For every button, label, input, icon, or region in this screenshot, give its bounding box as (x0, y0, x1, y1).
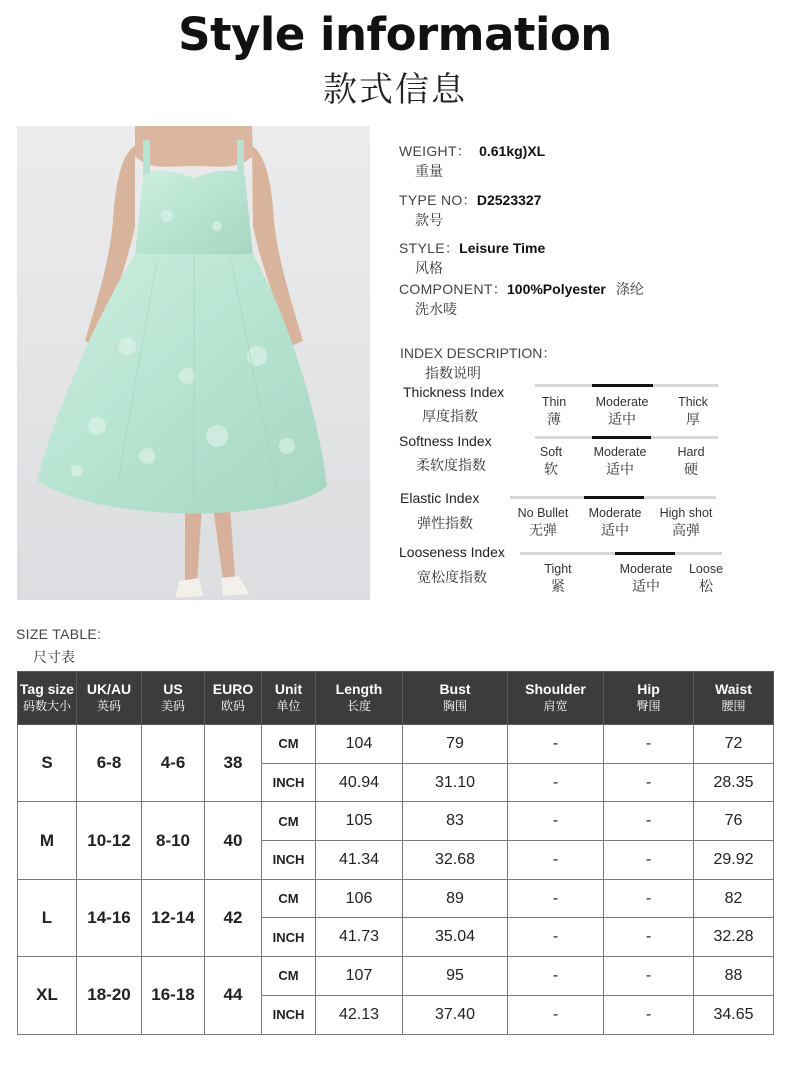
index-heading: INDEX DESCRIPTION： (400, 345, 557, 361)
hip-cell: - (604, 802, 694, 841)
length-cell: 41.34 (316, 841, 403, 880)
style-value: Leisure Time (459, 240, 546, 256)
uk-size-cell: 14-16 (77, 879, 142, 956)
unit-cell: CM (262, 725, 316, 764)
bust-cell: 31.10 (403, 763, 508, 802)
thickness-option-1: Moderate 适中 (595, 395, 649, 427)
waist-cell: 72 (694, 725, 774, 764)
size-table-heading-cn: 尺寸表 (33, 649, 75, 665)
unit-cell: INCH (262, 841, 316, 880)
component-value: 100%Polyester (507, 281, 606, 297)
col-unit: Unit 单位 (262, 672, 316, 725)
thickness-label-cn: 厚度指数 (422, 408, 478, 424)
uk-size-cell: 6-8 (77, 725, 142, 802)
hip-cell: - (604, 763, 694, 802)
elastic-label: Elastic Index (400, 490, 480, 506)
elastic-option-0: No Bullet 无弹 (517, 506, 569, 538)
table-row (18, 725, 774, 764)
uk-size-cell: 10-12 (77, 802, 142, 879)
elastic-option-1: Moderate 适中 (588, 506, 642, 538)
type-no-label-cn: 款号 (415, 212, 443, 228)
tag-size-cell: L (18, 879, 77, 956)
us-size-cell: 4-6 (142, 725, 205, 802)
col-hip: Hip 臀围 (604, 672, 694, 725)
unit-cell: CM (262, 957, 316, 996)
col-euro: EURO 欧码 (205, 672, 262, 725)
hip-cell: - (604, 957, 694, 996)
bust-cell: 89 (403, 879, 508, 918)
elastic-marker (584, 496, 644, 499)
waist-cell: 82 (694, 879, 774, 918)
size-table-header-row (18, 672, 774, 725)
col-tag-size: Tag size 码数大小 (18, 672, 77, 725)
hip-cell: - (604, 841, 694, 880)
bust-cell: 35.04 (403, 918, 508, 957)
euro-size-cell: 44 (205, 957, 262, 1034)
uk-size-cell: 18-20 (77, 957, 142, 1034)
col-length: Length 长度 (316, 672, 403, 725)
hip-cell: - (604, 725, 694, 764)
waist-cell: 29.92 (694, 841, 774, 880)
table-row (18, 957, 774, 996)
type-no-label: TYPE NO： (399, 192, 477, 208)
elastic-label-cn: 弹性指数 (417, 515, 473, 531)
col-us: US 美码 (142, 672, 205, 725)
component-label-cn: 洗水唛 (415, 301, 457, 317)
component-label: COMPONENT： (399, 281, 507, 297)
col-shoulder: Shoulder 肩宽 (508, 672, 604, 725)
col-bust: Bust 胸围 (403, 672, 508, 725)
softness-marker (592, 436, 651, 439)
length-cell: 107 (316, 957, 403, 996)
style-label-cn: 风格 (415, 260, 443, 276)
looseness-option-2: Loose 松 (688, 562, 724, 594)
table-row (18, 879, 774, 918)
size-table (17, 671, 774, 1035)
thickness-option-0: Thin 薄 (541, 395, 567, 427)
style-label: STYLE： (399, 240, 460, 256)
unit-cell: INCH (262, 918, 316, 957)
type-no-info (399, 190, 542, 228)
looseness-option-1: Moderate 适中 (619, 562, 673, 594)
waist-cell: 28.35 (694, 763, 774, 802)
size-table-heading: SIZE TABLE: (16, 626, 102, 642)
softness-option-2: Hard 硬 (677, 445, 705, 477)
tag-size-cell: XL (18, 957, 77, 1034)
euro-size-cell: 38 (205, 725, 262, 802)
weight-label: WEIGHT： (399, 143, 472, 159)
waist-cell: 76 (694, 802, 774, 841)
weight-value: 0.61kg)XL (479, 143, 546, 159)
thickness-option-2: Thick 厚 (678, 395, 708, 427)
length-cell: 104 (316, 725, 403, 764)
looseness-label: Looseness Index (399, 544, 505, 560)
shoulder-cell: - (508, 995, 604, 1034)
us-size-cell: 16-18 (142, 957, 205, 1034)
table-row (18, 802, 774, 841)
shoulder-cell: - (508, 841, 604, 880)
hip-cell: - (604, 879, 694, 918)
softness-label-cn: 柔软度指数 (416, 457, 486, 473)
length-cell: 41.73 (316, 918, 403, 957)
softness-option-1: Moderate 适中 (593, 445, 647, 477)
waist-cell: 88 (694, 957, 774, 996)
bust-cell: 83 (403, 802, 508, 841)
waist-cell: 34.65 (694, 995, 774, 1034)
shoulder-cell: - (508, 763, 604, 802)
us-size-cell: 8-10 (142, 802, 205, 879)
looseness-label-cn: 宽松度指数 (417, 569, 487, 585)
tag-size-cell: M (18, 802, 77, 879)
elastic-option-2: High shot 高弹 (659, 506, 713, 538)
thickness-marker (592, 384, 653, 387)
type-no-value: D2523327 (476, 192, 542, 208)
length-cell: 40.94 (316, 763, 403, 802)
us-size-cell: 12-14 (142, 879, 205, 956)
shoulder-cell: - (508, 957, 604, 996)
bust-cell: 95 (403, 957, 508, 996)
unit-cell: INCH (262, 995, 316, 1034)
shoulder-cell: - (508, 802, 604, 841)
thickness-label: Thickness Index (403, 384, 505, 400)
shoulder-cell: - (508, 879, 604, 918)
unit-cell: INCH (262, 763, 316, 802)
hip-cell: - (604, 995, 694, 1034)
unit-cell: CM (262, 802, 316, 841)
weight-label-cn: 重量 (415, 163, 443, 179)
hip-cell: - (604, 918, 694, 957)
unit-cell: CM (262, 879, 316, 918)
shoulder-cell: - (508, 725, 604, 764)
index-heading-cn: 指数说明 (425, 365, 481, 381)
euro-size-cell: 40 (205, 802, 262, 879)
bust-cell: 79 (403, 725, 508, 764)
style-info (399, 238, 546, 276)
bust-cell: 37.40 (403, 995, 508, 1034)
softness-option-0: Soft 软 (539, 445, 563, 477)
weight-info (399, 141, 546, 179)
length-cell: 42.13 (316, 995, 403, 1034)
length-cell: 105 (316, 802, 403, 841)
waist-cell: 32.28 (694, 918, 774, 957)
looseness-marker (615, 552, 675, 555)
shoulder-cell: - (508, 918, 604, 957)
product-photo (17, 126, 370, 600)
col-uk-au: UK/AU 英码 (77, 672, 142, 725)
euro-size-cell: 42 (205, 879, 262, 956)
page-title: Style information (178, 8, 612, 61)
col-waist: Waist 腰围 (694, 672, 774, 725)
looseness-option-0: Tight 紧 (544, 562, 572, 594)
bust-cell: 32.68 (403, 841, 508, 880)
softness-label: Softness Index (399, 433, 492, 449)
component-info (399, 279, 644, 317)
length-cell: 106 (316, 879, 403, 918)
page-subtitle: 款式信息 (323, 70, 467, 110)
component-value-cn: 涤纶 (615, 281, 644, 297)
tag-size-cell: S (18, 725, 77, 802)
